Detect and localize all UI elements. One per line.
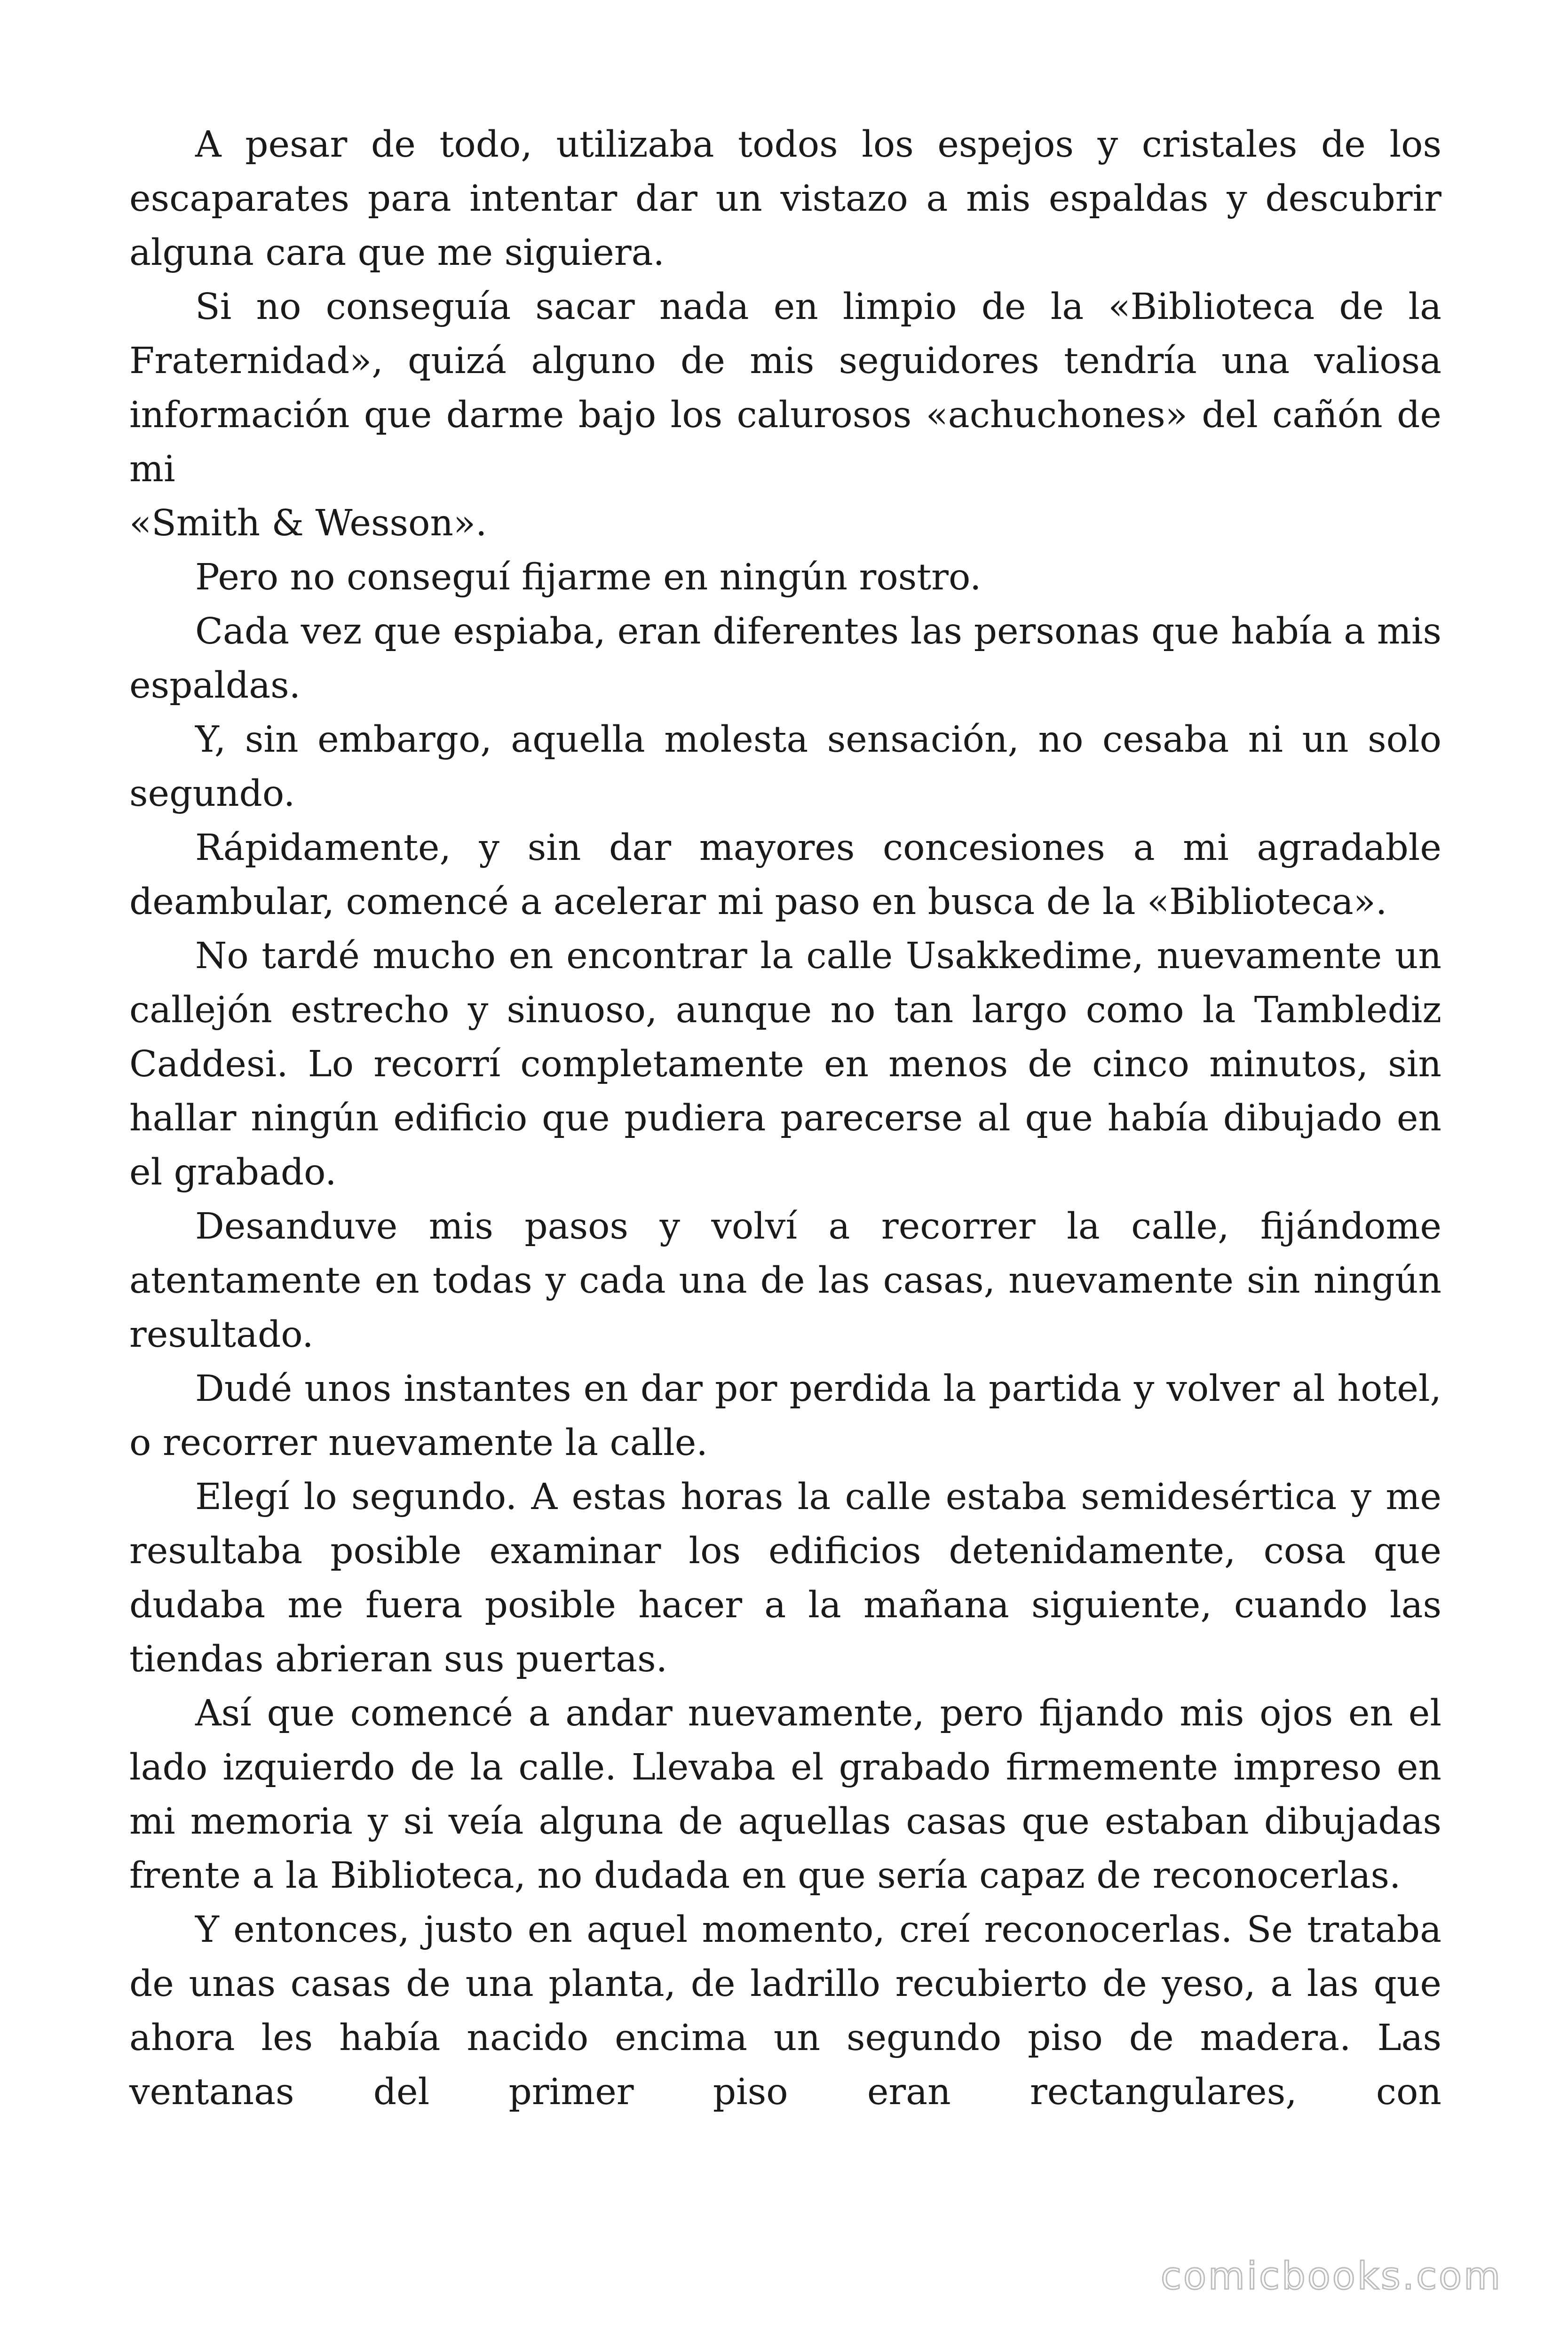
paragraph-12: Así que comencé a andar nuevamente, pero fijando mis ojos en el lado izquierdo de la calle. Llevaba el grabado firmemente impreso en mi memoria y si veía alguna de aquellas casas que estaban dibujadas frente a la Biblioteca, no dudada en que sería capaz de reconocerlas. [129,1692,1441,1897]
paragraph-2: Si no conseguía sacar nada en limpio de la «Biblioteca de la Fraternidad», quizá alguno de mis seguidores tendría una valiosa información que darme bajo los calurosos «achuchones» del cañón de mi [129,286,1441,490]
paragraph-10: Dudé unos instantes en dar por perdida la partida y volver al hotel, o recorrer nuevamente la calle. [129,1368,1441,1464]
paragraph-13: Y entonces, justo en aquel momento, creí reconocerlas. Se trataba de unas casas de una planta, de ladrillo recubierto de yeso, a las que ahora les había nacido encima un segundo piso de madera. Las ventanas del primer piso eran rectangulares, con [129,1909,1441,2113]
paragraph-3: «Smith & Wesson». [129,502,487,544]
paragraph-11: Elegí lo segundo. A estas horas la calle estaba semidesértica y me resultaba posible examinar los edificios detenidamente, cosa que dudaba me fuera posible hacer a la mañana siguiente, cuando las tiendas abrieran sus puertas. [129,1476,1441,1680]
page-body [129,118,1441,2119]
watermark: comicbooks.com [1160,2254,1502,2298]
paragraph-7: Rápidamente, y sin dar mayores concesiones a mi agradable deambular, comencé a acelerar mi paso en busca de la «Biblioteca». [129,827,1441,923]
paragraph-5: Cada vez que espiaba, eran diferentes las personas que había a mis espaldas. [129,611,1441,707]
paragraph-8: No tardé mucho en encontrar la calle Usakkedime, nuevamente un callejón estrecho y sinuoso, aunque no tan largo como la Tamblediz Caddesi. Lo recorrí completamente en menos de cinco minutos, sin hallar ningún edificio que pudiera parecerse al que había dibujado en el grabado. [129,935,1441,1193]
paragraph-6: Y, sin embargo, aquella molesta sensación, no cesaba ni un solo segundo. [129,719,1441,815]
paragraph-4: Pero no conseguí fijarme en ningún rostro. [195,556,982,598]
paragraph-1: A pesar de todo, utilizaba todos los espejos y cristales de los escaparates para intentar dar un vistazo a mis espaldas y descubrir alguna cara que me siguiera. [129,124,1441,274]
paragraph-9: Desanduve mis pasos y volví a recorrer la calle, fijándome atentamente en todas y cada una de las casas, nuevamente sin ningún resultado. [129,1206,1441,1356]
